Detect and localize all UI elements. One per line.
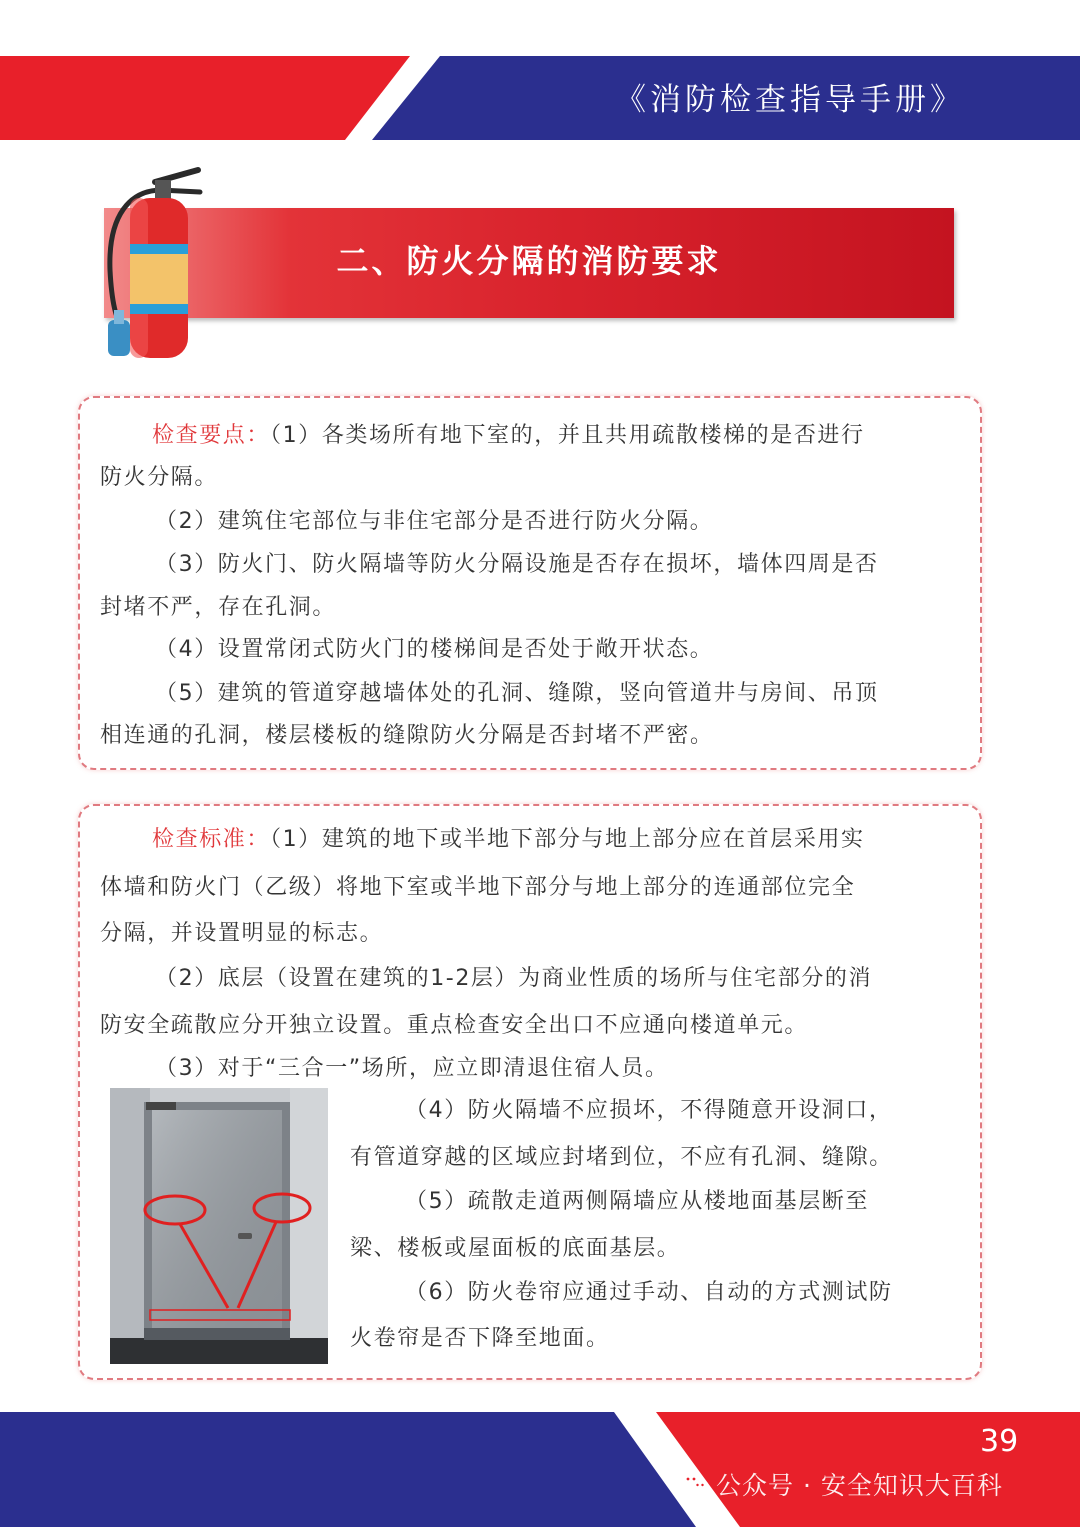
manual-title: 《消防检查指导手册》 <box>615 82 965 118</box>
inspection-points-line: （2）建筑住宅部位与非住宅部分是否进行防火分隔。 <box>155 509 714 534</box>
inspection-standards-line: 检查标准：（1）建筑的地下或半地下部分与地上部分应在首层采用实 <box>152 827 865 852</box>
inspection-standards-line: 梁、楼板或屋面板的底面基层。 <box>350 1236 681 1261</box>
page-number: 39 <box>980 1424 1019 1459</box>
inspection-standards-line: （6）防火卷帘应通过手动、自动的方式测试防 <box>405 1280 893 1305</box>
inspection-points-label: 检查要点： <box>152 423 271 448</box>
inspection-points-line: （4）设置常闭式防火门的楼梯间是否处于敞开状态。 <box>155 637 714 662</box>
fire-extinguisher-icon <box>100 160 210 365</box>
inspection-points-line: 检查要点：（1）各类场所有地下室的，并且共用疏散楼梯的是否进行 <box>152 423 865 448</box>
inspection-standards-line: 有管道穿越的区域应封堵到位，不应有孔洞、缝隙。 <box>350 1145 893 1170</box>
inspection-standards-label: 检查标准： <box>152 827 271 852</box>
inspection-points-box <box>78 396 982 770</box>
inspection-standards-line: （5）疏散走道两侧隔墙应从楼地面基层断至 <box>405 1189 869 1214</box>
inspection-standards-line: （4）防火隔墙不应损坏，不得随意开设洞口， <box>405 1098 893 1123</box>
inspection-standards-line: （3）对于“三合一”场所，应立即清退住宿人员。 <box>155 1056 669 1081</box>
inspection-standards-line: 分隔，并设置明显的标志。 <box>100 921 384 946</box>
inspection-points-line: 相连通的孔洞，楼层楼板的缝隙防火分隔是否封堵不严密。 <box>100 723 714 748</box>
section-title: 二、防火分隔的消防要求 <box>336 242 722 280</box>
watermark-text: 公众号 · 安全知识大百科 <box>716 1471 1003 1500</box>
inspection-standards-line: 防安全疏散应分开独立设置。重点检查安全出口不应通向楼道单元。 <box>100 1013 809 1038</box>
fire-door-photo <box>110 1088 328 1364</box>
inspection-points-line: 防火分隔。 <box>100 465 219 490</box>
inspection-standards-line: 火卷帘是否下降至地面。 <box>350 1326 610 1351</box>
inspection-points-line: （5）建筑的管道穿越墙体处的孔洞、缝隙，竖向管道井与房间、吊顶 <box>155 681 879 706</box>
wechat-icon <box>680 1470 710 1496</box>
inspection-standards-line: 体墙和防火门（乙级）将地下室或半地下部分与地上部分的连通部位完全 <box>100 875 856 900</box>
inspection-points-line: 封堵不严，存在孔洞。 <box>100 595 337 620</box>
inspection-points-line: （3）防火门、防火隔墙等防火分隔设施是否存在损坏，墙体四周是否 <box>155 552 879 577</box>
inspection-standards-line: （2）底层（设置在建筑的1-2层）为商业性质的场所与住宅部分的消 <box>155 966 873 991</box>
